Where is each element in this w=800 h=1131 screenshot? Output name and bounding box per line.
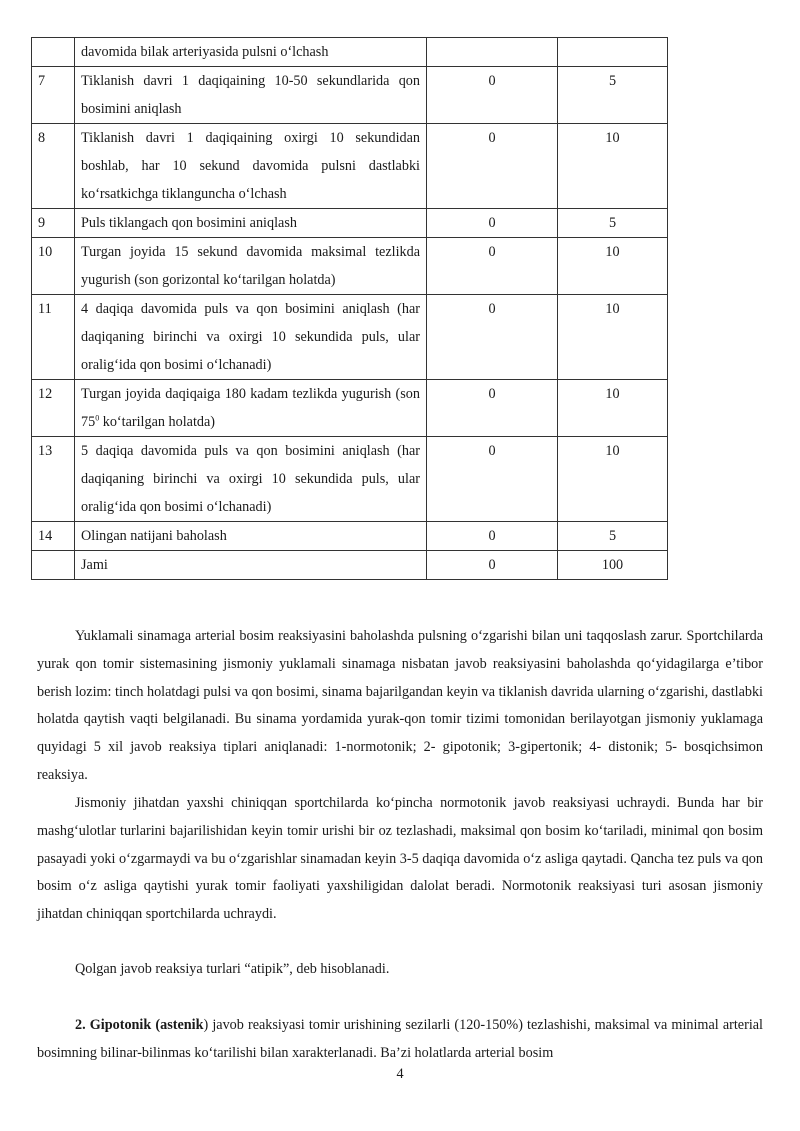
row-max-score — [558, 38, 668, 67]
row-number — [32, 551, 75, 580]
row-number: 8 — [32, 124, 75, 209]
table-row — [32, 295, 668, 380]
paragraph-1-text: Yuklamali sinamaga arterial bosim reaksiyasini baholashda pulsning o‘zgarishi bilan uni taqqoslash zarur. Sportchilarda yurak qon tomir sistemasining jismoniy yuklamali sinamaga nisbatan javob reaksiyasini baholashda qo‘yidagilarga e’tibor berish lozim: tinch holatdagi pulsi va qon bosimi, sinama bajarilgandan keyin va tiklanish davrida ularning o‘zgarishi, dastlabki holatda qaytish vaqti belgilanadi. Bu sinama yordamida yurak-qon tomir tizimi tomonidan berilayotgan jismoniy yuklamaga quyidagi 5 xil javob reaksiya tiplari aniqlanadi: 1-normotonik; 2- gipotonik; 3-gipertonik; 4- distonik; 5- bosqichsimon reaksiya. — [37, 628, 763, 783]
section-heading: 2. Gipotonik (astenik — [75, 1017, 204, 1033]
row-max-score: 10 — [558, 437, 668, 522]
row-min-score: 0 — [427, 522, 558, 551]
page-number: 4 — [396, 1066, 404, 1082]
row-max-score: 5 — [558, 67, 668, 124]
row-description: Puls tiklangach qon bosimini aniqlash — [75, 209, 427, 238]
row-min-score: 0 — [427, 551, 558, 580]
table-row — [32, 209, 668, 238]
row-min-score: 0 — [427, 380, 558, 437]
row-description-text-end: ko‘tarilgan holatda) — [99, 414, 216, 430]
row-description: Jami — [75, 551, 427, 580]
row-max-score: 10 — [558, 124, 668, 209]
row-min-score: 0 — [427, 124, 558, 209]
row-number: 11 — [32, 295, 75, 380]
row-max-score: 10 — [558, 238, 668, 295]
table-row — [32, 238, 668, 295]
row-description: Tiklanish davri 1 daqiqaining oxirgi 10 sekundidan boshlab, har 10 sekund davomida pulsni dastlabki ko‘rsatkichga tiklanguncha o‘lchash — [75, 124, 427, 209]
row-number: 14 — [32, 522, 75, 551]
paragraph-2-text: Jismoniy jihatdan yaxshi chiniqqan sportchilarda ko‘pincha normotonik javob reaksiyasi uchraydi. Bunda har bir mashg‘ulotlar turlarini bajarilishidan keyin tomir urishi bir oz tezlashadi, maksimal qon bosim ko‘tariladi, minimal qon bosim pasayadi yoki o‘zgarmaydi va bu o‘zgarishlar sinamadan keyin 3-5 daqiqa davomida o‘z asliga qaytadi. Qancha tez puls va qon bosim o‘z asliga qaytishi yurak tomir faoliyati yaxshiligidan dalolat beradi. Normotonik reaksiyasi turi asosan jismoniy jihatdan chiniqqan sportchilarda uchraydi. — [37, 795, 763, 923]
paragraph-4-text: ) javob reaksiyasi tomir urishining sezilarli (120-150%) tezlashishi, maksimal va minimal arterial bosimning bilinar-bilinmas ko‘tarilishi bilan xarakterlanadi. Ba’zi holatlarda arterial bosim — [37, 1017, 763, 1061]
row-number: 13 — [32, 437, 75, 522]
row-description: davomida bilak arteriyasida pulsni o‘lchash — [75, 38, 427, 67]
table-row — [32, 380, 668, 437]
row-max-score: 10 — [558, 380, 668, 437]
row-description: Olingan natijani baholash — [75, 522, 427, 551]
table-row — [32, 67, 668, 124]
row-description-text: Turgan joyida daqiqaiga 180 kadam tezlikda yugurish (son 75 — [81, 386, 420, 430]
row-min-score: 0 — [427, 67, 558, 124]
paragraph-1 — [37, 623, 763, 790]
row-max-score: 10 — [558, 295, 668, 380]
row-description — [75, 380, 427, 437]
degree-superscript: 0 — [95, 413, 100, 423]
row-min-score: 0 — [427, 238, 558, 295]
paragraph-2 — [37, 790, 763, 929]
row-max-score: 5 — [558, 522, 668, 551]
test-protocol-table — [31, 37, 668, 580]
row-min-score: 0 — [427, 437, 558, 522]
row-number: 10 — [32, 238, 75, 295]
row-number: 12 — [32, 380, 75, 437]
table-row-total — [32, 551, 668, 580]
row-number: 7 — [32, 67, 75, 124]
row-number — [32, 38, 75, 67]
paragraph-4 — [37, 1012, 763, 1068]
row-description: 4 daqiqa davomida puls va qon bosimini aniqlash (har daqiqaning birinchi va oxirgi 10 sekundida puls, ular oralig‘ida qon bosimi o‘lchanadi) — [75, 295, 427, 380]
table-row — [32, 124, 668, 209]
row-description: Turgan joyida 15 sekund davomida maksimal tezlikda yugurish (son gorizontal ko‘tarilgan holatda) — [75, 238, 427, 295]
row-max-score: 100 — [558, 551, 668, 580]
row-min-score — [427, 38, 558, 67]
table-row — [32, 522, 668, 551]
row-min-score: 0 — [427, 295, 558, 380]
row-description: 5 daqiqa davomida puls va qon bosimini aniqlash (har daqiqaning birinchi va oxirgi 10 sekundida puls, ular oralig‘ida qon bosimi o‘lchanadi) — [75, 437, 427, 522]
paragraph-3-text: Qolgan javob reaksiya turlari “atipik”, deb hisoblanadi. — [75, 961, 390, 977]
paragraph-3 — [37, 956, 763, 984]
row-number: 9 — [32, 209, 75, 238]
row-description: Tiklanish davri 1 daqiqaining 10-50 sekundlarida qon bosimini aniqlash — [75, 67, 427, 124]
table-row — [32, 437, 668, 522]
table-row — [32, 38, 668, 67]
row-max-score: 5 — [558, 209, 668, 238]
row-min-score: 0 — [427, 209, 558, 238]
